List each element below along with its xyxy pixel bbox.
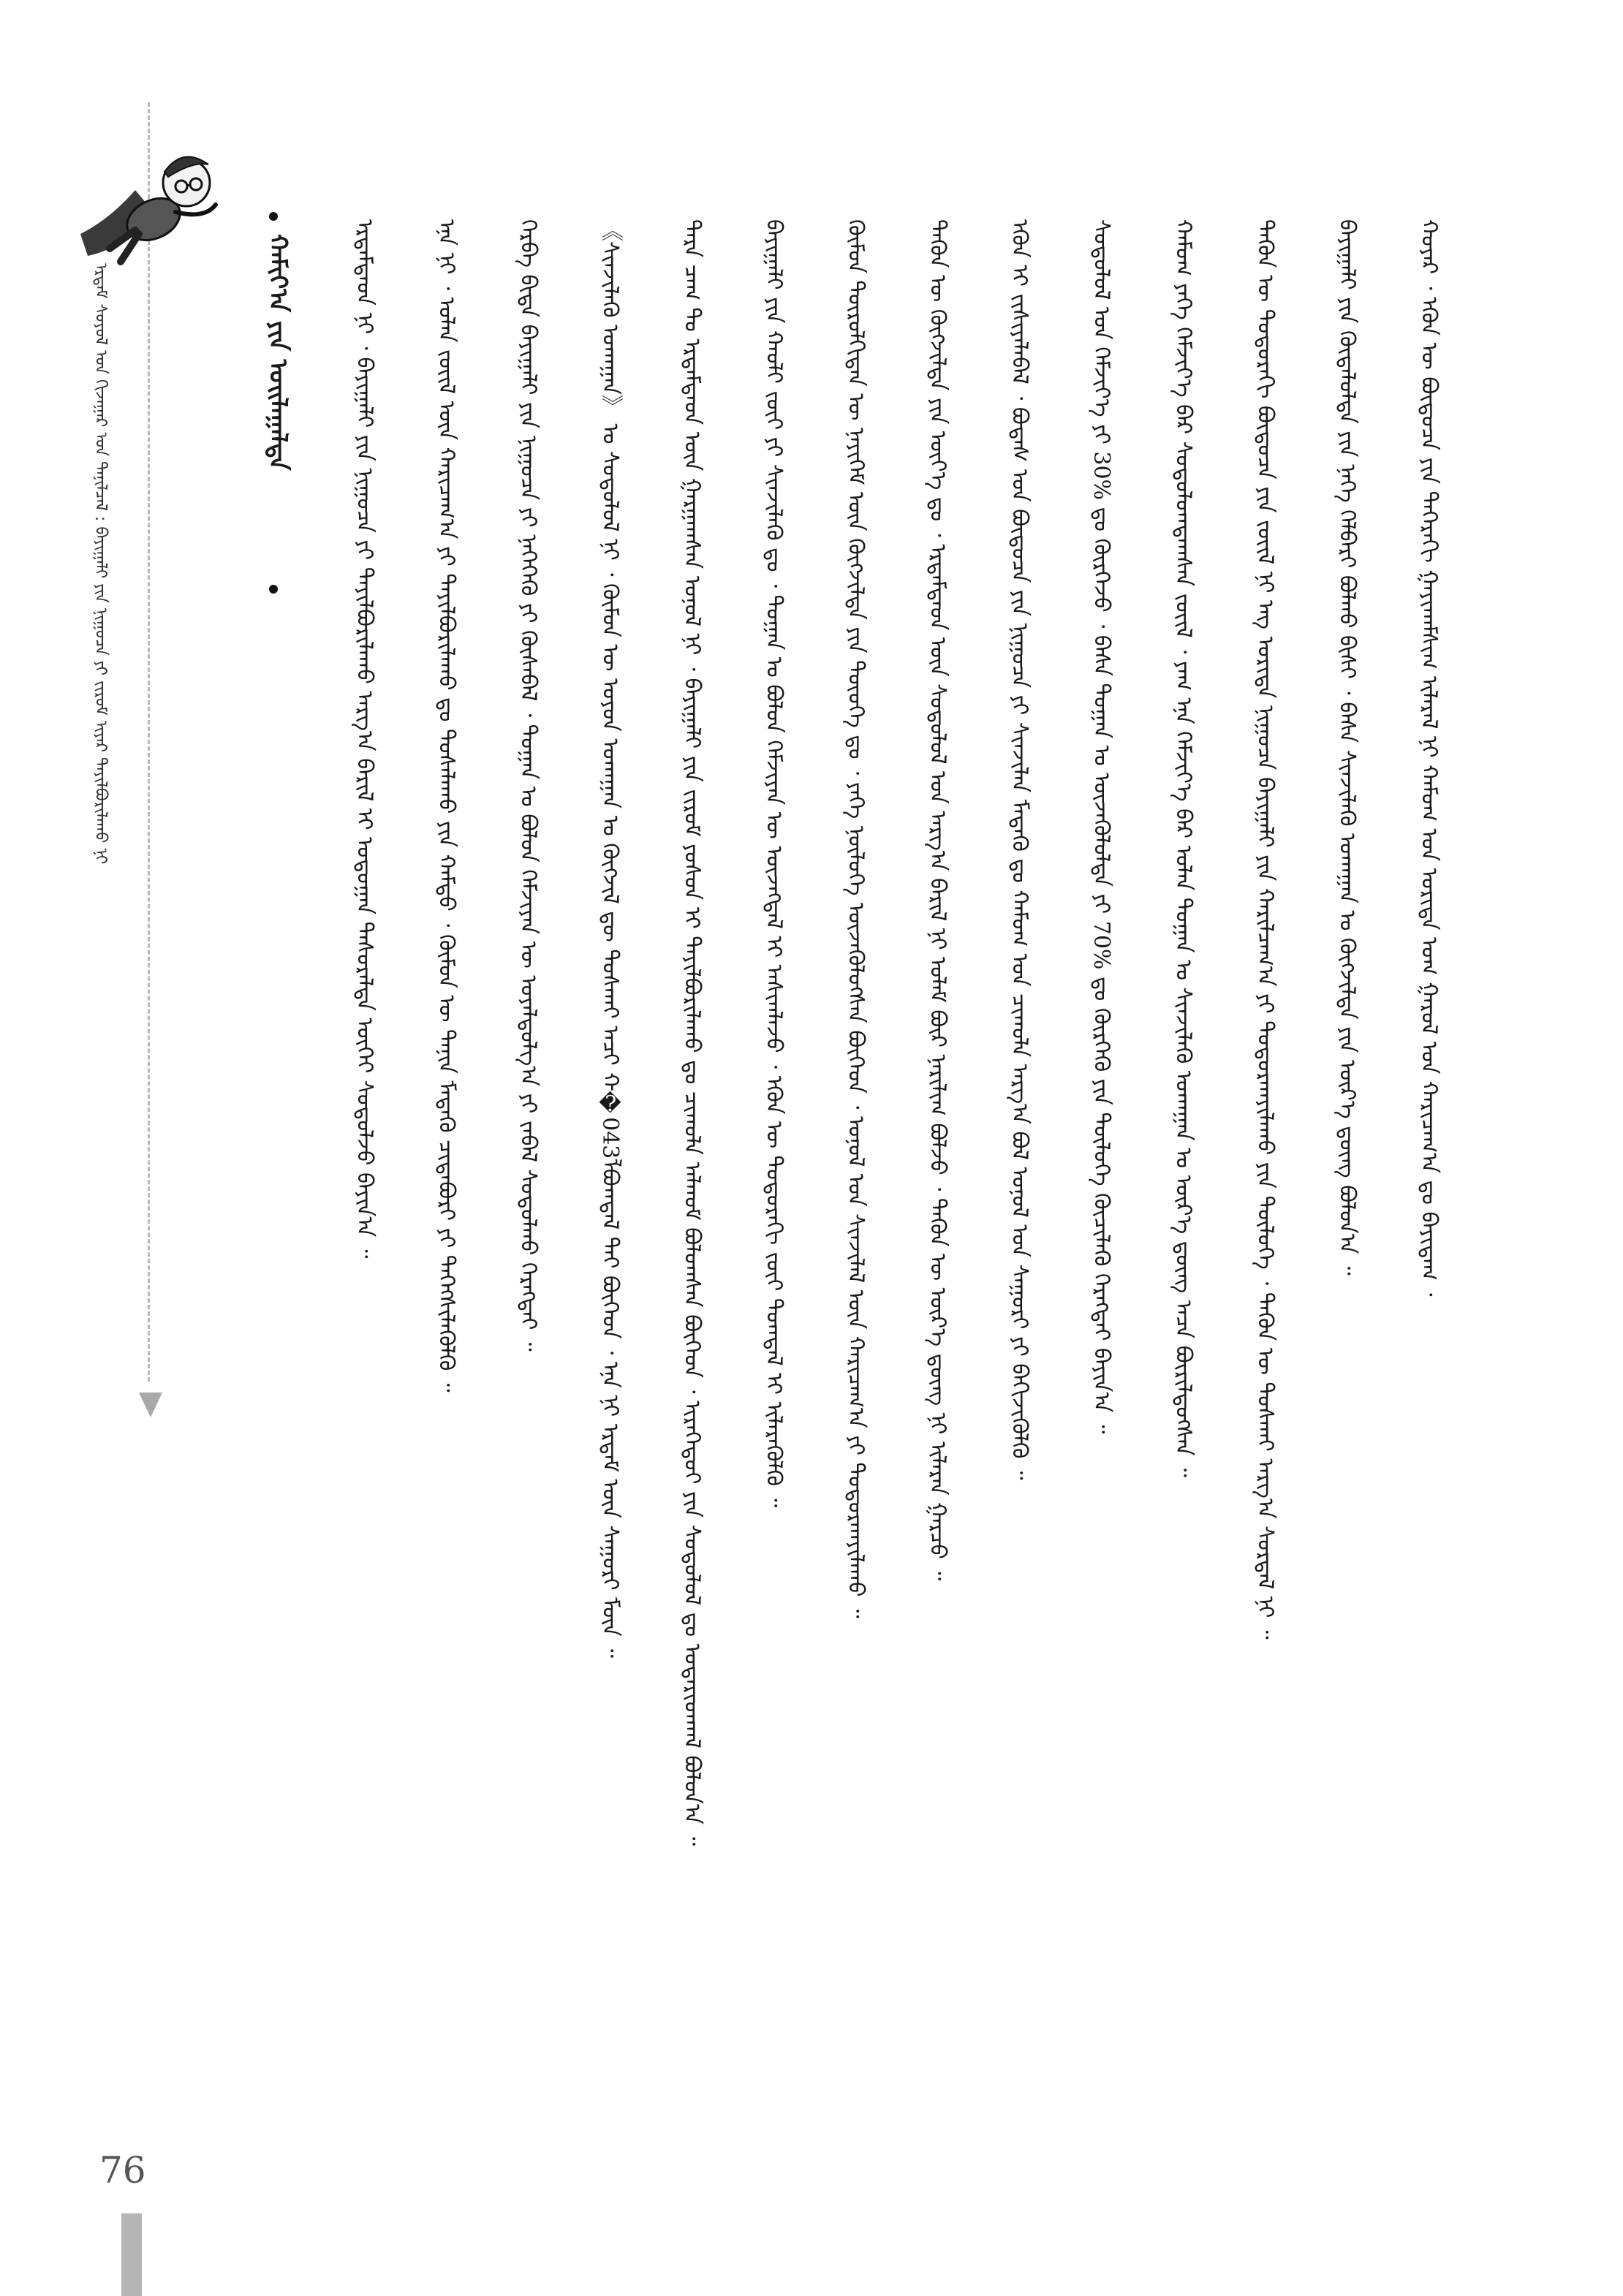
text-column: ᠡᠨᠡ ᠨᠢ ᠂ ᠣᠯᠠᠨ ᠵᠦᠢᠯ ᠦᠨ ᠬᠠᠷᠢᠴᠠᠭ᠎ᠠ ᠶᠢ ᠲᠠᠶᠢᠯᠪᠤᠷᠢᠯᠠᠬᠤ ᠳᠤ ᠲᠤᠰᠠᠯᠠᠬᠤ ᠶᠢᠨ ᠬᠠᠮᠲᠤ ᠂ ᠬᠦᠮᠦᠨ ᠦ ᠲᠠᠨᠢᠨ ᠮᠡᠳᠡᠬᠦ ᠴᠢᠳᠠᠪᠤᠷᠢ ᠶᠢ ᠳᠡᠭᠡᠭᠰᠢᠯᠡᠭᠦᠯᠬᠦ ᠃	[434, 219, 459, 1393]
text-column: ᠬᠠᠮᠤᠭ ᠶᠡᠬᠡ ᠬᠡᠮᠵᠢᠶ᠎ᠡ ᠪᠡᠷ ᠰᠤᠳᠤᠯᠤᠭᠳᠠᠭᠰᠠᠨ ᠵᠦᠢᠯ ᠂ ᠶᠠᠭ ᠡᠨᠡ ᠬᠡᠮᠵᠢᠶ᠎ᠡ ᠪᠡᠷ ᠣᠯᠠᠨ ᠲᠣᠭᠠᠨ ᠤ ᠰᠢᠨᠵᠢᠯᠡᠬᠦ ᠤᠬᠠᠭᠠᠨ ᠤ ᠦᠷ᠎ᠡ ᠳ᠋ᠦᠩ ᠠᠴᠠ ᠪᠦᠷᠢᠯᠳᠦᠭᠰᠡᠨ ᠃	[1170, 219, 1196, 1478]
body-text	[344, 219, 1484, 2120]
text-column: ᠬᠣᠶᠠᠷ ᠂ ᠡᠭᠦᠨ ᠦ ᠪᠦᠲᠦᠴᠡ ᠶᠢᠨ ᠳᠡᠭᠡᠷᠡᠬᠢ ᠭᠠᠶᠢᠬᠠᠮᠰᠢᠭ ᠢᠯᠡᠷᠡᠯ ᠨᠢ ᠬᠠᠮᠤᠭ ᠤᠨ ᠤᠷᠢᠳᠠ ᠤᠭ ᠭᠠᠷᠤᠯ ᠤᠨ ᠬᠠᠷᠢᠴᠠᠭ᠎ᠠ ᠳᠤ ᠪᠠᠶᠢᠳᠠᠭ ᠂	[1416, 219, 1442, 1297]
section-heading: ᠬᠠᠮᠢᠶ᠎ᠠ ᠶᠢᠨ ᠤᠢᠯᠠᠭᠠᠯᠲᠠ	[263, 234, 292, 471]
text-column: ᠰᠤᠳᠤᠯᠤᠯ ᠤᠨ ᠬᠡᠮᠵᠢᠶ᠎ᠡ ᠶᠢ 30% ᠳᠤ ᠬᠦᠷᠭᠡᠵᠦ ᠂ ᠪᠠᠰᠠ ᠲᠣᠭᠠᠨ ᠤ ᠦᠵᠡᠭᠦᠯᠦᠯᠲᠡ ᠶᠢ 70% ᠳᠤ ᠬᠦᠷᠭᠡᠬᠦ ᠶᠢᠨ ᠲᠥᠯᠥᠭᠡ ᠬᠦᠴᠢᠯᠡᠬᠦ ᠬᠡᠷᠡᠭᠲᠡᠢ ᠪᠠᠶᠢᠨ᠎ᠠ ᠃	[1089, 219, 1114, 1434]
text-column: ᠪᠠᠶᠢᠭᠠᠯᠢ ᠶᠢᠨ ᠬᠦᠳᠡᠯᠦᠯᠲᠡ ᠶᠢᠨ ᠨᠡᠭᠡ ᠬᠡᠯᠪᠡᠷᠢ ᠪᠣᠯᠬᠤ ᠪᠢᠰᠢ ᠂ ᠪᠠᠰᠠ ᠰᠢᠨᠵᠢᠯᠡᠬᠦ ᠤᠬᠠᠭᠠᠨ ᠤ ᠬᠥᠭᠵᠢᠯᠲᠡ ᠶᠢᠨ ᠦᠷ᠎ᠡ ᠳ᠋ᠦᠩ ᠪᠣᠯᠤᠨ᠎ᠠ ᠃	[1334, 219, 1360, 1276]
margin-arrow-icon	[139, 1393, 162, 1417]
text-column: ᠲᠡᠭᠦᠨ ᠦ ᠳᠣᠲᠣᠷᠠᠬᠢ ᠪᠦᠲᠦᠴᠡ ᠶᠢᠨ ᠵᠦᠢᠯ ᠨᠢ ᠡᠩ ᠤᠷᠢᠳᠠ ᠨᠢᠭᠤᠴᠠ ᠪᠠᠶᠢᠭᠠᠯᠢ ᠶᠢᠨ ᠬᠠᠷᠢᠯᠴᠠᠭ᠎ᠠ ᠶᠢ ᠲᠣᠳᠣᠷᠬᠠᠶᠢᠯᠠᠬᠤ ᠶᠢᠨ ᠲᠥᠯᠥᠭᠡ ᠂ ᠲᠡᠭᠦᠨ ᠦ ᠲᠤᠰᠬᠠᠢ ᠠᠷᠭ᠎ᠠ ᠰᠤᠷᠲᠠᠯ ᠨᠢ ᠃	[1252, 219, 1278, 1640]
text-column: ᠡᠷᠳᠡᠮᠲᠡᠳ ᠨᠢ ᠂ ᠪᠠᠶᠢᠭᠠᠯᠢ ᠶᠢᠨ ᠨᠢᠭᠤᠴᠠ ᠶᠢ ᠲᠠᠶᠢᠯᠪᠤᠷᠢᠯᠠᠬᠤ ᠠᠷᠭ᠎ᠠ ᠪᠠᠷᠢᠯ ᠢ ᠤᠳᠤᠭᠠᠨ ᠲᠠᠰᠤᠷᠠᠯᠲᠠ ᠦᠭᠡᠢ ᠰᠤᠳᠤᠯᠵᠤ ᠪᠠᠶᠢᠨ᠎ᠠ ᠃	[352, 219, 377, 1259]
heading-bullet-bottom	[269, 585, 278, 594]
running-head: ᠡᠷᠳᠡᠮ ᠰᠣᠶᠤᠯ ᠤᠨ ᠬᠢᠵᠠᠭᠠᠷ ᠤᠨ ᠲᠠᠨᠢᠯᠴᠠᠯ : ᠪᠠᠶᠢᠭᠠᠯᠢ ᠶᠢᠨ ᠨᠢᠭᠤᠴᠠ ᠶᠢ ᠵᠢᠷᠤᠮ ᠢᠶᠡᠷ ᠲᠠᠶᠢᠯᠪᠤᠷᠢᠯᠠᠬᠤ ᠨᠢ	[91, 263, 110, 865]
text-column: ᠡᠭᠦᠨ ᠢ ᠵᠢᠱᠢᠶᠡᠯᠡᠪᠡᠯ ᠂ ᠪᠣᠳᠠᠰ ᠤᠨ ᠪᠦᠲᠦᠴᠡ ᠶᠢᠨ ᠨᠢᠭᠤᠴᠠ ᠶᠢ ᠰᠢᠨᠵᠢᠯᠡᠨ ᠮᠡᠳᠡᠬᠦ ᠳᠤ ᠬᠠᠮᠤᠭ ᠤᠨ ᠴᠢᠬᠤᠯᠠ ᠠᠷᠭ᠎ᠠ ᠪᠣᠯ ᠣᠨᠣᠯ ᠤᠨ ᠰᠠᠭᠤᠷᠢ ᠶᠢ ᠪᠡᠬᠢᠵᠢᠭᠦᠯᠬᠦ ᠃	[1007, 219, 1032, 1480]
page-number: 76	[99, 2149, 146, 2191]
text-column: 《ᠰᠢᠨᠵᠢᠯᠡᠬᠦ ᠤᠬᠠᠭᠠᠨ》 ᠤ ᠰᠤᠳᠤᠯᠤᠯ ᠨᠢ ᠂ ᠬᠦᠮᠦᠨ ᠦ ᠣᠶᠤᠨ ᠤᠬᠠᠭᠠᠨ ᠤ ᠬᠥᠭᠵᠢᠯ ᠳᠦ ᠲᠤᠰᠬᠠᠢ ᠠᠴᠢ ᠬ�043ᠯᠪᠣᠭᠳᠠᠯ ᠲᠠᠢ ᠪᠥᠭᠡᠳ ᠂ ᠡᠨᠡ ᠨᠢ ᠡᠷᠳᠡᠮ ᠦᠨ ᠰᠠᠭᠤᠷᠢ ᠮᠥᠨ ᠃	[597, 219, 623, 1659]
text-column: ᠬᠡᠷᠪᠡ ᠪᠢᠳᠡ ᠪᠠᠶᠢᠭᠠᠯᠢ ᠶᠢᠨ ᠨᠢᠭᠤᠴᠠ ᠶᠢ ᠨᠡᠭᠡᠭᠡᠬᠦ ᠶᠢ ᠬᠦᠰᠡᠪᠡᠯ ᠂ ᠲᠣᠭᠠᠨ ᠤ ᠪᠣᠯᠣᠨ ᠬᠡᠮᠵᠢᠶᠡᠨ ᠦ ᠤᠶᠠᠯᠳᠤᠯᠭ᠎ᠠ ᠶᠢ ᠵᠠᠪᠠᠯ ᠰᠤᠳᠤᠯᠬᠤ ᠬᠡᠷᠡᠭᠲᠡᠢ ᠃	[515, 219, 541, 1352]
mascot-illustration	[66, 132, 227, 278]
heading-bullet-top	[269, 212, 278, 221]
margin-dash-line	[148, 102, 150, 1382]
text-column: ᠲᠡᠭᠦᠨ ᠦ ᠬᠥᠭᠵᠢᠯᠲᠡ ᠶᠢᠨ ᠦᠶ᠎ᠡ ᠳᠤ ᠂ ᠡᠷᠳᠡᠮᠲᠡᠳ ᠦᠨ ᠰᠤᠳᠤᠯᠤᠯ ᠤᠨ ᠠᠷᠭ᠎ᠠ ᠪᠠᠷᠢᠯ ᠨᠢ ᠤᠯᠠᠮ ᠪᠦᠷ ᠨᠠᠷᠢᠯᠢᠭ ᠪᠣᠯᠵᠤ ᠂ ᠲᠡᠭᠦᠨ ᠦ ᠦᠷ᠎ᠡ ᠳ᠋ᠦᠩ ᠨᠢ ᠢᠯᠡᠷᠡᠨ ᠭᠠᠷᠴᠤ ᠃	[925, 219, 950, 1581]
text-column: ᠬᠦᠮᠦᠨ ᠲᠥᠷᠥᠯᠬᠢᠲᠡᠨ ᠦ ᠨᠡᠶᠢᠭᠡᠮ ᠦᠨ ᠬᠥᠭᠵᠢᠯᠲᠡ ᠶᠢᠨ ᠲᠦᠦᠬᠡ ᠳᠤ ᠂ ᠶᠡᠬᠡ ᠨᠥᠯᠥᠭᠡ ᠦᠵᠡᠭᠦᠯᠦᠭᠰᠡᠨ ᠪᠥᠭᠡᠳ ᠂ ᠣᠨᠣᠯ ᠤᠨ ᠰᠢᠨᠵᠢᠯᠡᠯ ᠦᠨ ᠬᠠᠷᠢᠴᠠᠭ᠎ᠠ ᠶᠢ ᠲᠣᠳᠣᠷᠬᠠᠶᠢᠯᠠᠬᠤ ᠃	[843, 219, 869, 1618]
text-column: ᠪᠠᠶᠢᠭᠠᠯᠢ ᠶᠢᠨ ᠬᠠᠤᠯᠢ ᠵᠦᠢ ᠶᠢ ᠰᠢᠨᠵᠢᠯᠡᠬᠦ ᠳᠤ ᠂ ᠲᠣᠭᠠᠨ ᠤ ᠪᠣᠯᠣᠨ ᠬᠡᠮᠵᠢᠶᠡᠨ ᠦ ᠦᠵᠡᠭᠳᠡᠯ ᠢ ᠠᠰᠢᠭᠯᠠᠵᠤ ᠂ ᠡᠭᠦᠨ ᠦ ᠳᠣᠲᠣᠷᠠᠬᠢ ᠵᠦᠢ ᠲᠣᠭᠲᠠᠯ ᠢ ᠢᠯᠡᠷᠡᠭᠦᠯᠬᠦ ᠃	[761, 219, 787, 1508]
side-tab-marker	[121, 2213, 142, 2296]
text-column: ᠲᠡᠷᠡ ᠴᠠᠭ ᠲᠤ ᠡᠷᠳᠡᠮᠲᠡᠳ ᠦᠨ ᠭᠠᠷᠭᠠᠭᠰᠠᠨ ᠣᠨᠣᠯ ᠨᠢ ᠂ ᠪᠠᠶᠢᠭᠠᠯᠢ ᠶᠢᠨ ᠵᠢᠷᠤᠮ ᠶᠣᠰᠤᠨ ᠢ ᠲᠠᠶᠢᠯᠪᠤᠷᠢᠯᠠᠬᠤ ᠳᠤ ᠴᠢᠬᠤᠯᠠ ᠠᠯᠬᠤᠮ ᠪᠣᠯᠤᠭᠰᠠᠨ ᠪᠥᠭᠡᠳ ᠂ ᠢᠷᠡᠭᠡᠳᠦᠢ ᠶᠢᠨ ᠰᠤᠳᠤᠯᠤᠯ ᠳᠤ ᠤᠳᠠᠷᠢᠳᠬᠠᠯ ᠪᠣᠯᠤᠨ᠎ᠠ ᠃	[679, 219, 705, 1846]
